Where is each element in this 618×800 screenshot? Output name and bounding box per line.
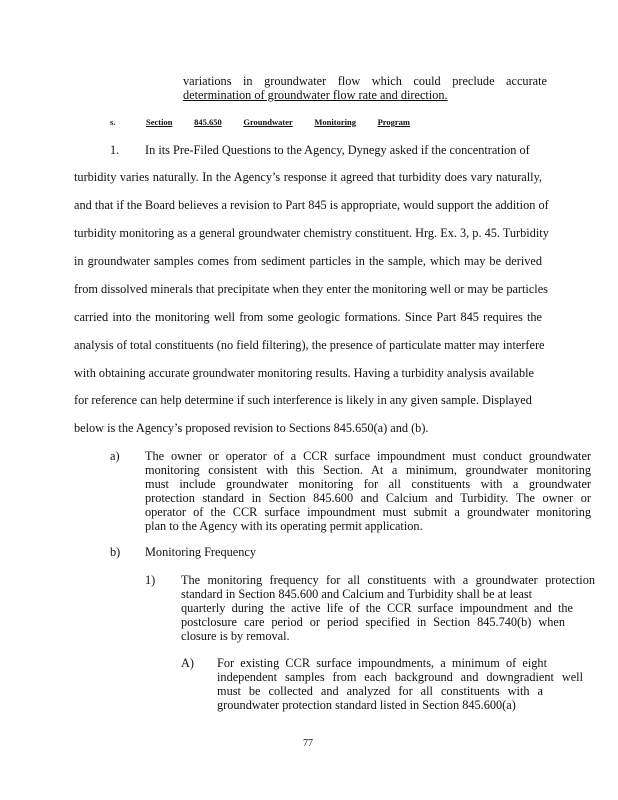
paragraph-line-7: carried into the monitoring well from some geologic formations. Since Part 845 requires the — [74, 310, 542, 324]
item-b1-line-5: closure is by removal. — [181, 629, 290, 643]
paragraph-line-6: from dissolved minerals that precipitate when they enter the monitoring well or may be particles — [74, 282, 548, 296]
item-a-line-4: protection standard in Section 845.600 and Calcium and Turbidity. The owner or — [145, 491, 591, 505]
paragraph-line-8: analysis of total constituents (no field filtering), the presence of particulate matter may interfere — [74, 338, 545, 352]
item-a-line-1: The owner or operator of a CCR surface impoundment must conduct groundwater — [145, 449, 591, 463]
item-bA-text — [217, 656, 583, 712]
item-bA-line-1: For existing CCR surface impoundments, a minimum of eight — [217, 656, 547, 670]
heading-word-groundwater: Groundwater — [243, 117, 293, 127]
paragraph-line-9: with obtaining accurate groundwater monitoring results. Having a turbidity analysis available — [74, 366, 534, 380]
item-a-line-2: monitoring consistent with this Section. At a minimum, groundwater monitoring — [145, 463, 591, 477]
item-a-label: a) — [110, 449, 120, 463]
item-bA-line-4: groundwater protection standard listed in Section 845.600(a) — [217, 698, 516, 712]
paragraph-line-10: for reference can help determine if such interference is likely in any given sample. Displayed — [74, 393, 532, 407]
item-bA-line-2: independent samples from each background and downgradient well — [217, 670, 583, 684]
item-b1-line-3: quarterly during the active life of the CCR surface impoundment and the — [181, 601, 573, 615]
intro-line-2 — [183, 88, 448, 103]
heading-letter: s. — [110, 117, 116, 127]
intro-line-2-text: determination of groundwater flow rate and direction. — [183, 88, 448, 102]
paragraph-line-3: and that if the Board believes a revision to Part 845 is appropriate, would support the addition of — [74, 198, 549, 212]
paragraph-line-1: In its Pre-Filed Questions to the Agency, Dynegy asked if the concentration of — [145, 143, 530, 157]
heading-word-number: 845.650 — [194, 117, 222, 127]
item-b1-line-1: The monitoring frequency for all constituents with a groundwater protection — [181, 573, 595, 587]
paragraph-line-2: turbidity varies naturally. In the Agency’s response it agreed that turbidity does vary naturally, — [74, 170, 542, 184]
item-b1-line-4: postclosure care period or period specified in Section 845.740(b) when — [181, 615, 565, 629]
section-heading — [146, 117, 410, 128]
heading-word-section: Section — [146, 117, 173, 127]
item-a-line-3: must include groundwater monitoring for all constituents with a groundwater — [145, 477, 591, 491]
paragraph-line-4: turbidity monitoring as a general groundwater chemistry constituent. Hrg. Ex. 3, p. 45. Turbidity — [74, 226, 549, 240]
intro-line-1: variations in groundwater flow which could preclude accurate — [183, 74, 547, 88]
item-a-line-6: plan to the Agency with its operating permit application. — [145, 519, 423, 533]
heading-word-program: Program — [377, 117, 410, 127]
paragraph-number: 1. — [110, 143, 120, 157]
item-b-label: b) — [110, 545, 121, 559]
item-b-title: Monitoring Frequency — [145, 545, 256, 559]
item-b1-text — [181, 573, 595, 643]
paragraph-line-5: in groundwater samples comes from sediment particles in the sample, which may be derived — [74, 254, 542, 268]
paragraph-line-11: below is the Agency’s proposed revision to Sections 845.650(a) and (b). — [74, 421, 429, 435]
item-bA-line-3: must be collected and analyzed for all constituents with a — [217, 684, 543, 698]
item-bA-label: A) — [181, 656, 194, 670]
item-a-line-5: operator of the CCR surface impoundment must submit a groundwater monitoring — [145, 505, 591, 519]
item-b1-label: 1) — [145, 573, 156, 587]
item-b1-line-2: standard in Section 845.600 and Calcium and Turbidity shall be at least — [181, 587, 533, 601]
page-number: 77 — [303, 738, 313, 749]
item-a-text — [145, 449, 591, 533]
heading-word-monitoring: Monitoring — [314, 117, 356, 127]
